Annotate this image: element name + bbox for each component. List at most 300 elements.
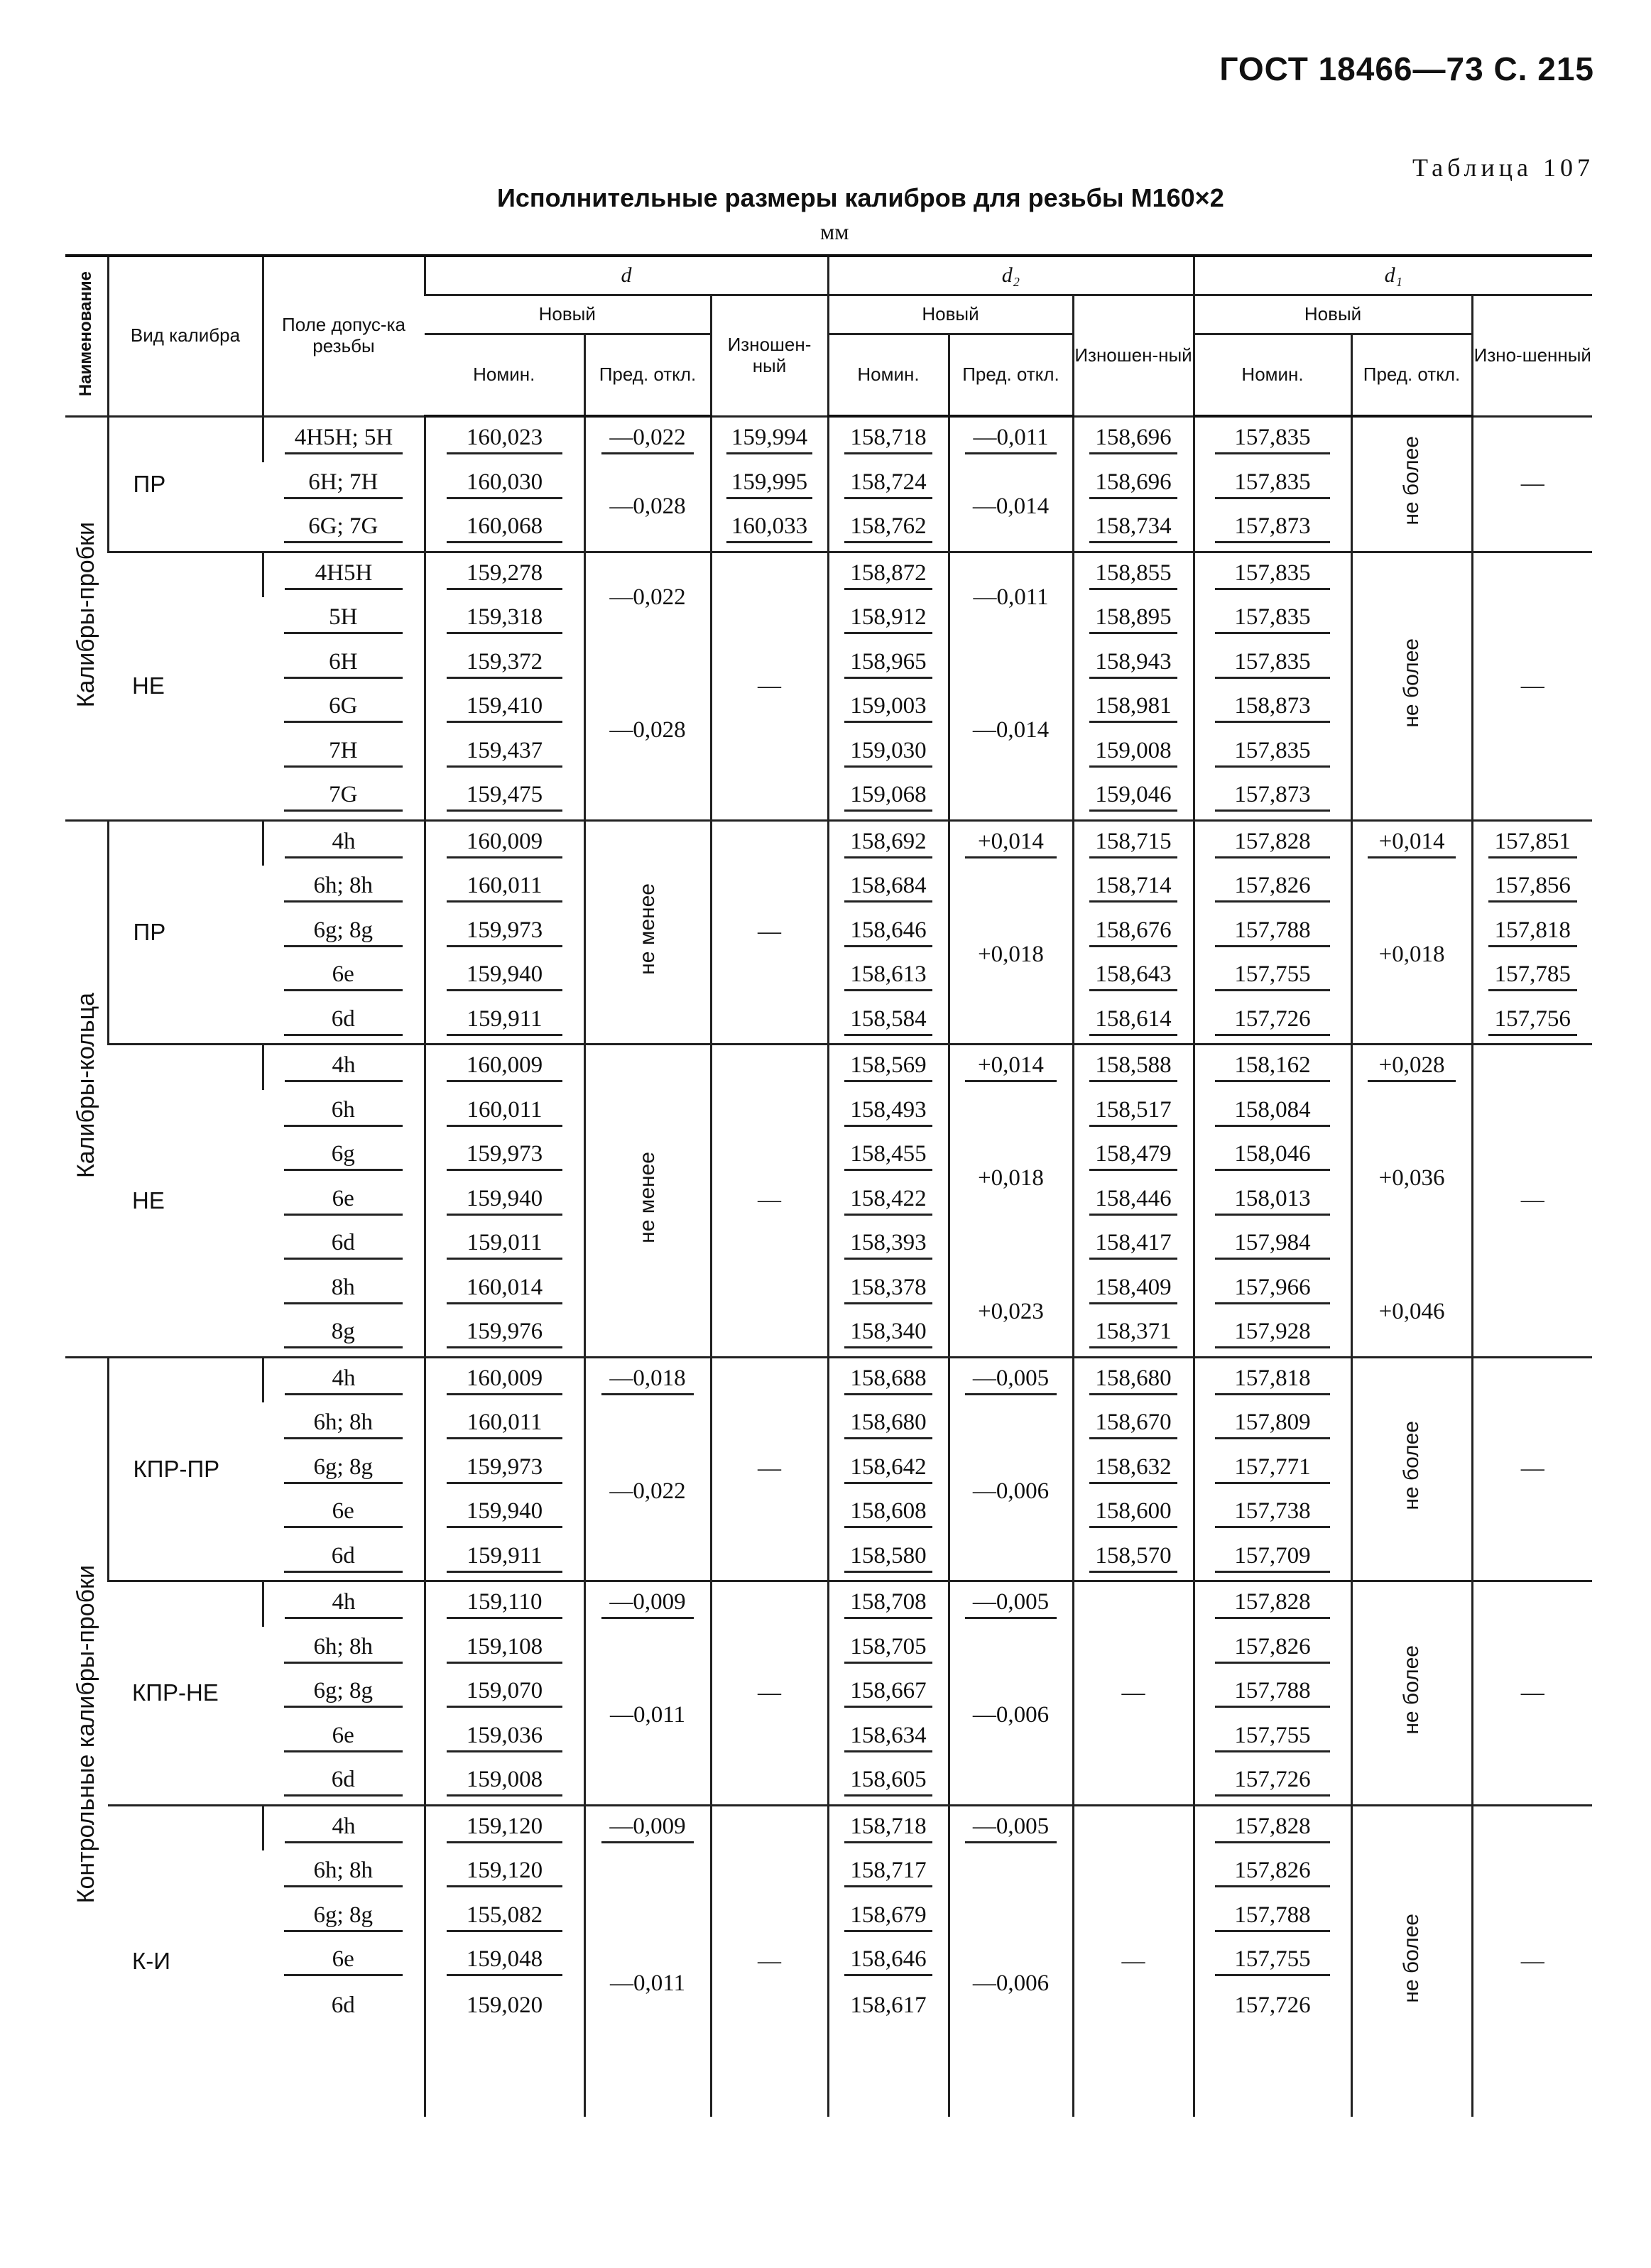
cell-value: 159,003 [844,693,933,723]
table-cell [1472,999,1592,1045]
table-cell [828,1627,949,1672]
col-d-dev: Пред. откл. [584,334,711,417]
cell-value: 157,835 [1215,560,1329,590]
table-cell [1472,910,1592,955]
table-cell [1194,1627,1351,1672]
table-cell [1073,462,1194,507]
cell-value: 158,646 [844,1946,933,1976]
col-d1-dev: Пред. откл. [1351,334,1472,417]
table-cell [828,552,949,597]
table-cell [828,1760,949,1805]
cell-value: 158,895 [1089,604,1178,634]
cell-value: 8h [284,1275,403,1304]
table-cell: +0,018 [949,1090,1073,1267]
table-cell [1194,775,1351,820]
table-cell [263,1402,425,1447]
table-cell [1194,1223,1351,1267]
table-cell [1073,686,1194,731]
table-cell [828,1179,949,1223]
table-cell [425,1760,584,1805]
cell-value: 159,030 [844,738,933,768]
table-cell: —0,006 [949,1850,1073,2117]
table-cell [1194,686,1351,731]
cell-value: 159,976 [447,1319,562,1348]
cell-value: 6d [284,1006,403,1036]
cell-value: 159,008 [1089,738,1178,768]
table-cell [828,910,949,955]
cell-value: 158,084 [1215,1097,1329,1127]
cell-value: 158,718 [844,425,933,454]
cell-value: 6G [284,693,403,723]
table-cell: не более [1351,1805,1472,2117]
cell-value: —0,009 [601,1814,694,1843]
cell-value: 157,856 [1488,873,1577,903]
table-cell [1194,1895,1351,1940]
cell-value: 6H; 7H [284,469,403,499]
cell-value: 157,826 [1215,1858,1329,1887]
table-cell [1194,1939,1351,1984]
table-cell [1194,462,1351,507]
table-cell [1472,954,1592,999]
cell-value: 157,826 [1215,1634,1329,1664]
table-cell [1073,1447,1194,1492]
table-cell: — [711,820,828,1045]
table-cell [425,552,584,597]
cell-value: 4H5H [285,560,403,590]
col-d2-worn: Изношен-ный [1073,295,1194,417]
cell-value: 159,437 [447,738,562,768]
table-cell: —0,011 [584,1627,711,1806]
table-cell [263,1895,425,1940]
table-cell [425,1491,584,1536]
cell-value: 159,046 [1089,782,1178,812]
table-cell [828,1716,949,1760]
cell-value: 158,642 [844,1454,933,1484]
cell-value: 158,493 [844,1097,933,1127]
table-cell [1194,910,1351,955]
table-cell [1194,597,1351,642]
table-cell [828,1357,949,1402]
table-cell [1194,954,1351,999]
table-cell [425,866,584,910]
cell-value: 158,667 [844,1678,933,1708]
cell-value: 159,994 [726,425,812,454]
gauge-kind: ПР [108,820,263,1045]
cell-value: 159,108 [447,1634,562,1664]
cell-value: 158,340 [844,1319,933,1348]
cell-value: 157,835 [1215,425,1329,454]
cell-value: 158,715 [1089,829,1178,858]
cell-value: 159,070 [447,1678,562,1708]
table-cell [1194,1850,1351,1895]
cell-value: 157,726 [1215,1006,1329,1036]
table-cell [425,1805,584,1850]
cell-value: 158,409 [1089,1275,1178,1304]
section-label: Контрольные калибры-пробки [65,1357,108,2117]
table-cell [1073,1267,1194,1312]
table-cell: — [1472,416,1592,552]
cell-value: 160,030 [447,469,562,499]
cell-value: 6h [284,1097,403,1127]
cell-value: 158,684 [844,873,933,903]
cell-value: 6d [284,1543,403,1573]
table-title: Исполнительные размеры калибров для резьбы М160×2 [497,183,1224,212]
table-cell [263,1536,425,1581]
col-d2-new: Новый [828,295,1073,334]
cell-value: 157,835 [1215,738,1329,768]
table-cell: —0,028 [584,462,711,552]
cell-value: +0,028 [1368,1052,1456,1082]
cell-value: 159,973 [447,1141,562,1171]
table-row [65,1045,1592,1090]
table-cell [1073,1491,1194,1536]
table-cell: — [711,1581,828,1806]
cell-value: 158,479 [1089,1141,1178,1171]
table-cell: —0,006 [949,1402,1073,1581]
table-cell [1073,642,1194,687]
table-cell: — [711,1805,828,2117]
table-cell [1194,1581,1351,1627]
cell-value: 6e [284,1723,403,1752]
table-cell [263,462,425,507]
table-cell [1073,1134,1194,1179]
cell-value: 6e [284,1498,403,1528]
table-cell [1194,642,1351,687]
cell-value: 6g; 8g [284,1902,403,1932]
cell-value: 157,755 [1215,1723,1329,1752]
cell-value: 157,928 [1215,1319,1329,1348]
table-cell [1194,1716,1351,1760]
table-cell [425,1939,584,1984]
table-cell [263,1805,425,1850]
cell-value: 157,788 [1215,917,1329,947]
cell-value: 160,033 [726,513,812,543]
table-cell [828,1267,949,1312]
cell-value: 158,855 [1089,560,1178,590]
cell-value: 6e [284,1946,403,1976]
cell-value: 6g; 8g [284,917,403,947]
gauge-kind: КПР-НЕ [108,1581,263,1806]
gauge-kind: К-И [108,1805,263,2117]
table-cell: 157,726 [1194,1984,1351,2029]
table-cell [949,1581,1073,1627]
table-cell [1073,910,1194,955]
table-cell [711,416,828,462]
table-cell [263,1581,425,1627]
table-cell [1194,1805,1351,1850]
cell-value: 6g; 8g [284,1678,403,1708]
table-cell [828,462,949,507]
cell-value: 159,940 [447,1186,562,1216]
table-cell [828,2073,949,2117]
table-cell [1073,954,1194,999]
d1-dev-note: не более [1351,416,1472,552]
cell-value: 159,973 [447,1454,562,1484]
table-cell [425,1447,584,1492]
table-cell: —0,028 [584,642,711,821]
table-cell [263,597,425,642]
table-cell [425,954,584,999]
cell-value: 8g [284,1319,403,1348]
cell-value: 6e [284,961,403,991]
table-cell [828,775,949,820]
cell-value: 157,755 [1215,1946,1329,1976]
table-row [65,1267,1592,1312]
table-cell [949,416,1073,462]
table-cell [584,416,711,462]
cell-value: 160,068 [447,513,562,543]
cell-value: 157,826 [1215,873,1329,903]
cell-value: 158,643 [1089,961,1178,991]
cell-value: 6h; 8h [284,1858,403,1887]
col-kind-header: Вид калибра [108,256,263,416]
table-cell [263,866,425,910]
table-cell [828,1447,949,1492]
cell-value: 160,014 [447,1275,562,1304]
cell-value: 158,762 [844,513,933,543]
cell-value: 157,788 [1215,1902,1329,1932]
table-cell: 159,020 [425,1984,584,2029]
cell-value: 158,422 [844,1186,933,1216]
col-d-new: Новый [425,295,711,334]
cell-value: 158,708 [844,1589,933,1619]
table-cell [263,686,425,731]
table-cell [425,416,584,462]
table-cell [263,642,425,687]
table-cell [1194,1312,1351,1357]
col-field-header: Поле допус-ка резьбы [263,256,425,416]
table-cell [1351,1045,1472,1090]
table-cell [1472,820,1592,866]
col-d2-dev: Пред. откл. [949,334,1073,417]
units-label: мм [820,219,849,244]
table-row [65,1090,1592,1135]
cell-value: 158,872 [844,560,933,590]
table-cell [425,910,584,955]
cell-value: 158,679 [844,1902,933,1932]
table-cell [263,2028,425,2073]
cell-value: 6d [284,1767,403,1797]
table-cell [263,1491,425,1536]
table-cell [584,1805,711,1850]
cell-value: 158,714 [1089,873,1178,903]
cell-value: —0,005 [965,1365,1056,1395]
col-d2-nominal: Номин. [828,334,949,417]
cell-value: —0,011 [965,425,1056,454]
cell-value: 157,756 [1488,1006,1577,1036]
cell-value: 157,984 [1215,1230,1329,1260]
table-cell: не более [1351,1357,1472,1581]
cell-value: —0,005 [965,1589,1056,1619]
col-d-header: d [425,256,828,295]
cell-value: 158,446 [1089,1186,1178,1216]
table-row [65,1805,1592,1850]
cell-value: 157,873 [1215,513,1329,543]
cell-value: 158,634 [844,1723,933,1752]
table-cell [1073,1090,1194,1135]
table-cell [1073,1402,1194,1447]
cell-value: 158,724 [844,469,933,499]
cell-value: 158,613 [844,961,933,991]
table-cell [828,1491,949,1536]
table-cell [1073,552,1194,597]
table-cell [1073,1312,1194,1357]
table-cell [1073,597,1194,642]
cell-value: 159,068 [844,782,933,812]
table-cell [1194,731,1351,775]
cell-value: 6e [284,1186,403,1216]
table-cell [1194,1179,1351,1223]
cell-value: +0,014 [965,829,1056,858]
cell-value: 158,943 [1089,649,1178,679]
table-cell [263,775,425,820]
table-cell: +0,023 [949,1267,1073,1358]
table-cell: —0,006 [949,1627,1073,1806]
table-cell: — [711,552,828,820]
table-cell [828,1312,949,1357]
cell-value: 160,009 [447,829,562,858]
cell-value: 160,011 [447,1097,562,1127]
table-cell [711,462,828,507]
col-d-nominal: Номин. [425,334,584,417]
table-cell [584,1581,711,1627]
table-cell [263,1357,425,1402]
table-cell [828,1671,949,1716]
cell-value: 6h; 8h [284,873,403,903]
table-cell: — [1073,1805,1194,2117]
table-cell [263,552,425,597]
table-cell [425,775,584,820]
cell-value: 157,755 [1215,961,1329,991]
cell-value: 159,110 [447,1589,562,1619]
table-cell [1073,1357,1194,1402]
page-header: ГОСТ 18466—73 С. 215 [1219,50,1594,87]
table-cell [263,1760,425,1805]
table-cell [425,1850,584,1895]
table-cell [263,820,425,866]
table-cell [828,2028,949,2073]
cell-value: 160,009 [447,1052,562,1082]
cell-value: +0,014 [965,1052,1056,1082]
gauge-kind: НЕ [108,552,263,820]
table-cell [263,1312,425,1357]
table-cell [425,1045,584,1090]
col-d2-header: d₂ [828,256,1194,295]
table-cell [1073,1045,1194,1090]
cell-value: —0,022 [601,425,694,454]
table-cell: —0,014 [949,462,1073,552]
cell-value: 158,670 [1089,1410,1178,1439]
table-cell [1194,1447,1351,1492]
table-cell: — [1472,552,1592,820]
table-cell [1194,1491,1351,1536]
table-cell [711,506,828,552]
cell-value: 158,718 [844,1814,933,1843]
cell-value: 158,371 [1089,1319,1178,1348]
table-cell [425,2028,584,2073]
table-cell [828,999,949,1045]
table-cell [263,954,425,999]
cell-value: 7G [284,782,403,812]
cell-value: 158,605 [844,1767,933,1797]
cell-value: 157,771 [1215,1454,1329,1484]
table-cell: +0,018 [1351,866,1472,1045]
cell-value: 158,580 [844,1543,933,1573]
table-cell: 6d [331,1992,355,2019]
cell-value: 158,965 [844,649,933,679]
table-cell [263,1223,425,1267]
table-cell [425,1134,584,1179]
cell-value: 4H5H; 5H [285,425,403,454]
cell-value: 160,011 [447,1410,562,1439]
cell-value: 157,818 [1215,1365,1329,1395]
cell-value: 159,318 [447,604,562,634]
gauge-kind: ПР [108,416,263,552]
col-d-worn: Изношен-ный [711,295,828,417]
table-cell: 158,617 [828,1984,949,2029]
table-cell: не более [1351,552,1472,820]
cell-value: 159,940 [447,961,562,991]
cell-value: 6d [284,1230,403,1260]
table-cell [425,1671,584,1716]
table-cell [1194,999,1351,1045]
table-cell: — [711,1045,828,1358]
cell-value: 157,828 [1215,1589,1329,1619]
table-cell [263,910,425,955]
cell-value: 155,082 [447,1902,562,1932]
table-cell [425,1581,584,1627]
col-d1-new: Новый [1194,295,1472,334]
table-cell: —0,014 [949,642,1073,821]
cell-value: 6h; 8h [284,1410,403,1439]
table-cell [1194,820,1351,866]
table-cell [828,1223,949,1267]
cell-value: 159,372 [447,649,562,679]
table-cell [263,1671,425,1716]
table-cell [828,1581,949,1627]
cell-value: 6g; 8g [284,1454,403,1484]
cell-value: 158,688 [844,1365,933,1395]
table-cell [263,2073,425,2117]
cell-value: 157,835 [1215,604,1329,634]
cell-value: 158,393 [844,1230,933,1260]
cell-value: 7H [284,738,403,768]
table-cell [425,1223,584,1267]
cell-value: 6G; 7G [284,513,403,543]
table-row [65,866,1592,910]
cell-value: 158,378 [844,1275,933,1304]
cell-value: 158,646 [844,917,933,947]
table-cell [584,1357,711,1402]
col-name-header: Наименование [65,256,108,416]
cell-value: 158,614 [1089,1006,1178,1036]
table-cell [425,1716,584,1760]
table-cell [828,506,949,552]
table-cell [1194,1357,1351,1402]
table-cell [1073,1179,1194,1223]
gauge-dimensions-table [65,254,1592,2117]
section-label: Калибры-пробки [65,416,108,820]
cell-value: 158,417 [1089,1230,1178,1260]
cell-value: 158,680 [1089,1365,1178,1395]
cell-value: 6g [284,1141,403,1171]
cell-value: 160,009 [447,1365,562,1395]
table-row [65,552,1592,597]
cell-value: 158,455 [844,1141,933,1171]
table-cell [828,1805,949,1850]
cell-value: 4h [285,1365,403,1395]
table-cell: не более [1351,1581,1472,1806]
